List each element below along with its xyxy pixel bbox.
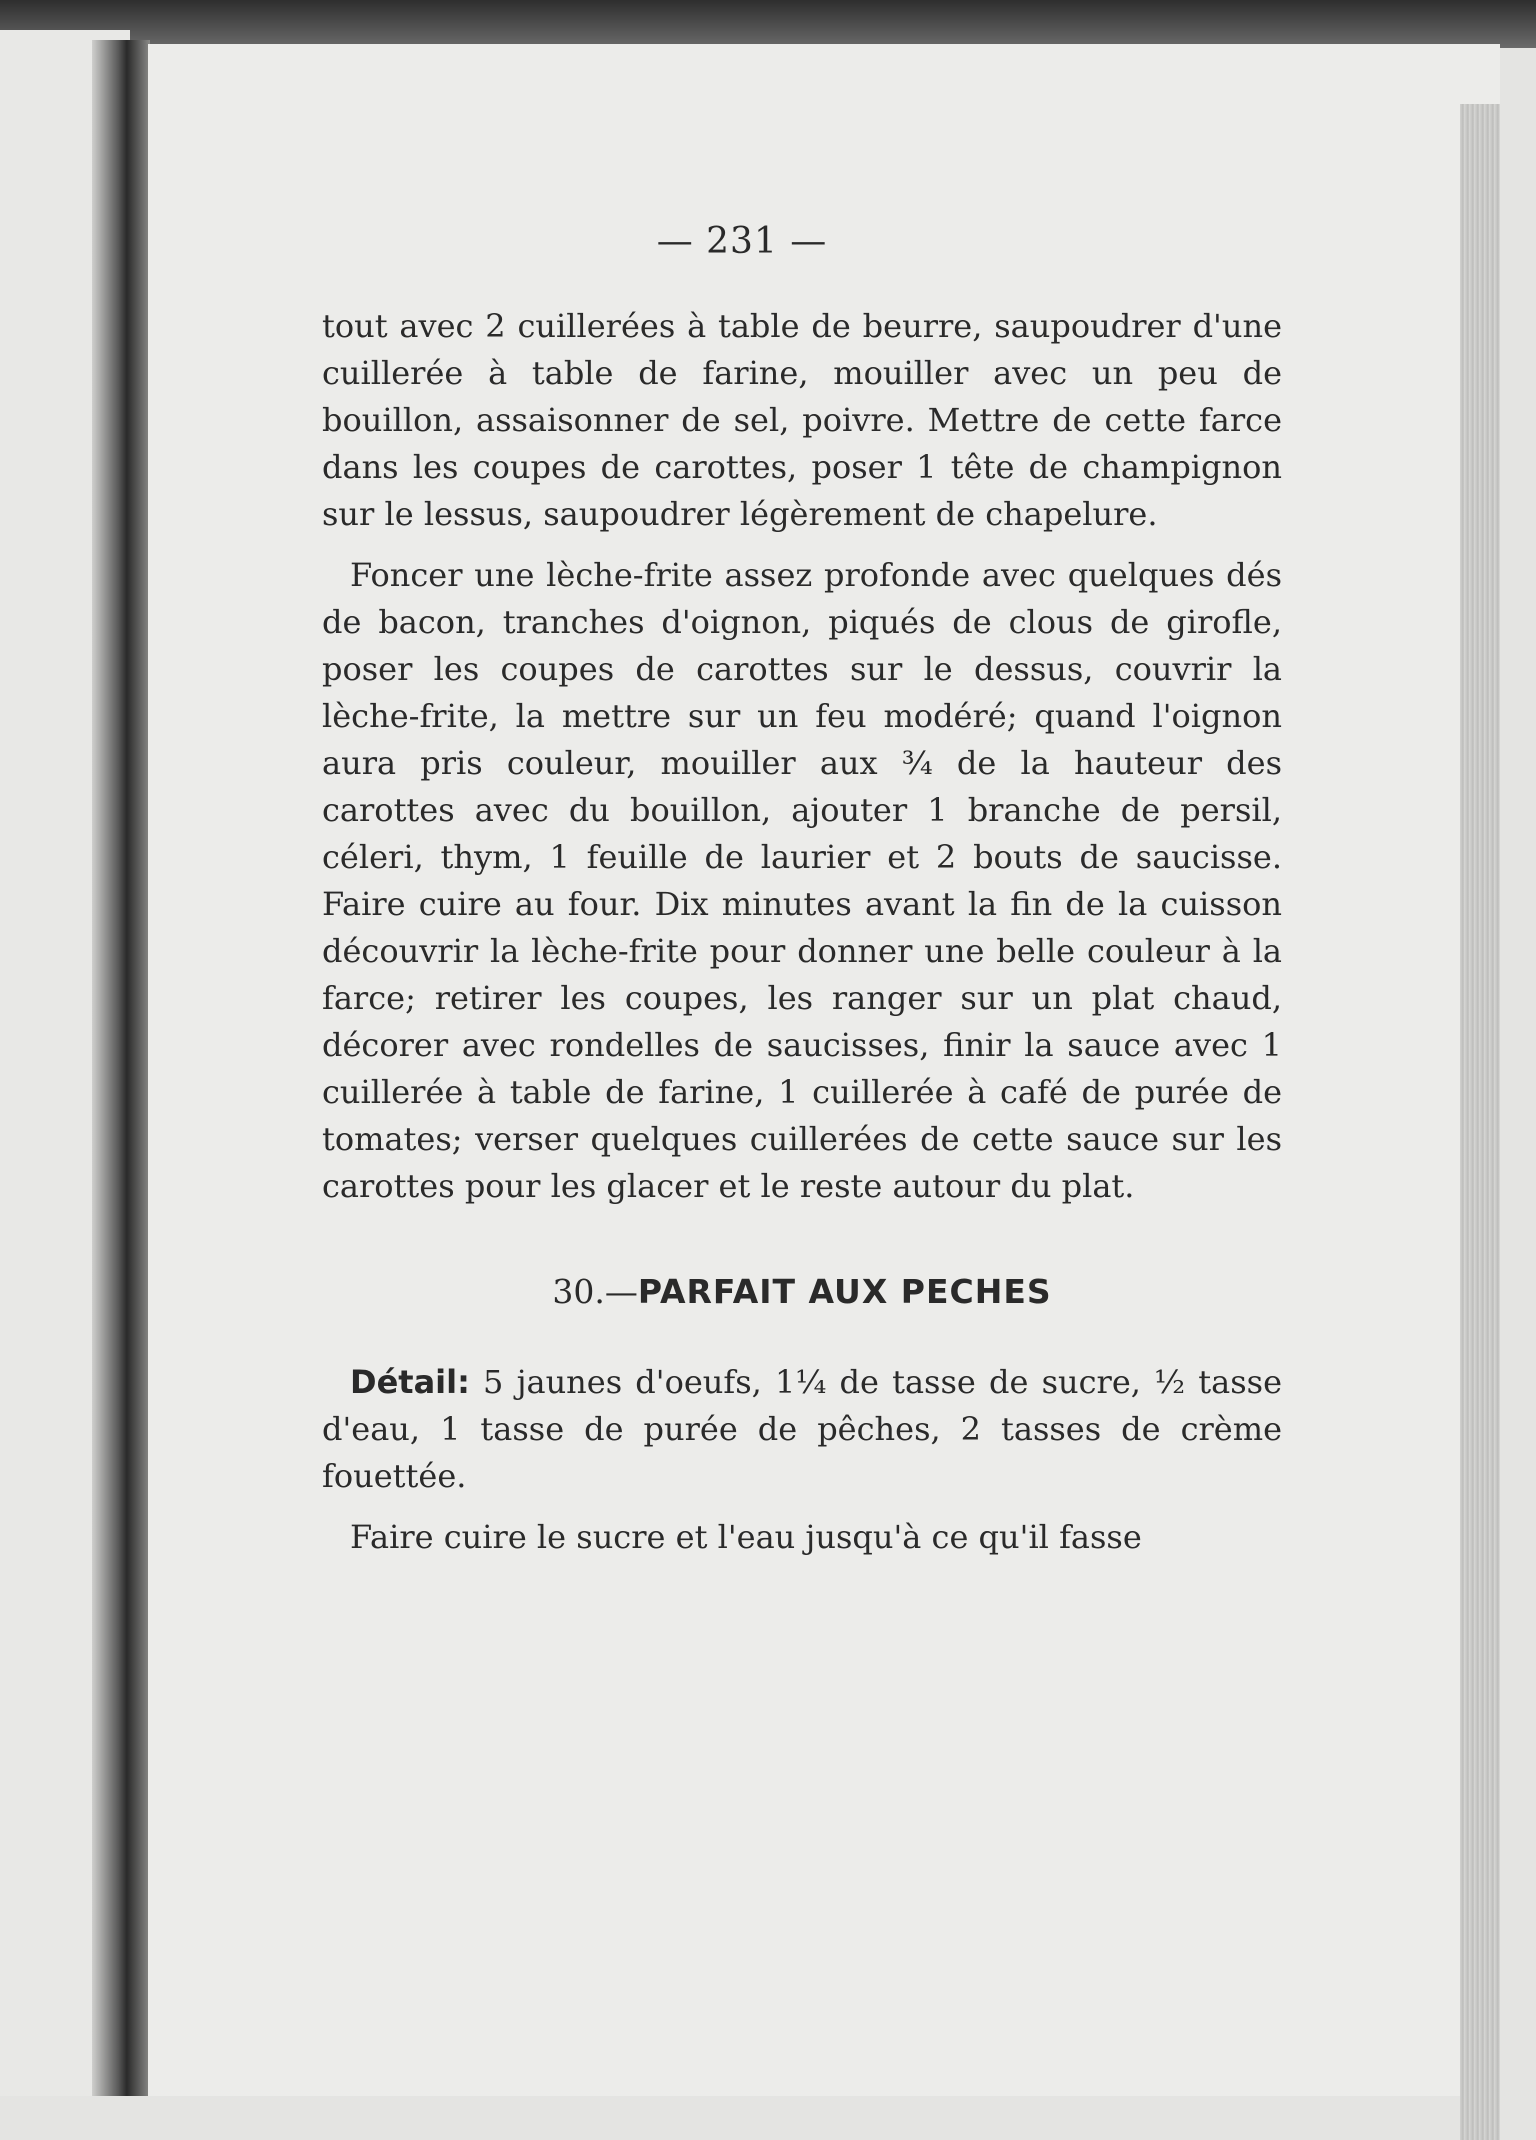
page-number: — 231 —: [656, 221, 828, 262]
book-spine-shadow: [92, 40, 150, 2096]
recipe-title: PARFAIT AUX PECHES: [637, 1272, 1052, 1311]
scan-top-border: [0, 0, 1536, 48]
recipe-heading: [322, 1268, 1282, 1315]
page-stack-edge: [1460, 104, 1500, 2140]
detail-label: Détail:: [350, 1363, 470, 1401]
paragraph-continuation: tout avec 2 cuillerées à table de beurre, saupoudrer d'une cuillerée à table de farine, mouiller avec un peu de bouillon, assaisonner de sel, poivre. Mettre de cette farce dans les coupes de carottes, poser 1 tête de champignon sur le lessus, saupoudrer légèrement de chapelure.: [322, 307, 1282, 533]
recipe-number: 30.—: [552, 1272, 638, 1311]
paragraph-method: Foncer une lèche-frite assez profonde avec quelques dés de bacon, tranches d'oignon, piqués de clous de girofle, poser les coupes de carottes sur le dessus, couvrir la lèche-frite, la mettre sur un feu modéré; quand l'oignon aura pris couleur, mouiller aux ¾ de la hauteur des carottes avec du bouillon, ajouter 1 branche de persil, céleri, thym, 1 feuille de laurier et 2 bouts de saucisse. Faire cuire au four. Dix minutes avant la fin de la cuisson découvrir la lèche-frite pour donner une belle couleur à la farce; retirer les coupes, les ranger sur un plat chaud, décorer avec rondelles de saucisses, finir la sauce avec 1 cuillerée à table de farine, 1 cuillerée à café de purée de tomates; verser quelques cuillerées de cette sauce sur les carottes pour les glacer et le reste autour du plat.: [322, 556, 1282, 1205]
detail-text: 5 jaunes d'oeufs, 1¼ de tasse de sucre, ½ tasse d'eau, 1 tasse de purée de pêches, 2 tasses de crème fouettée.: [322, 1363, 1282, 1495]
page-content: [322, 218, 1282, 1561]
recipe-ingredients: [322, 1359, 1282, 1500]
recipe-method: Faire cuire le sucre et l'eau jusqu'à ce qu'il fasse: [350, 1518, 1142, 1556]
